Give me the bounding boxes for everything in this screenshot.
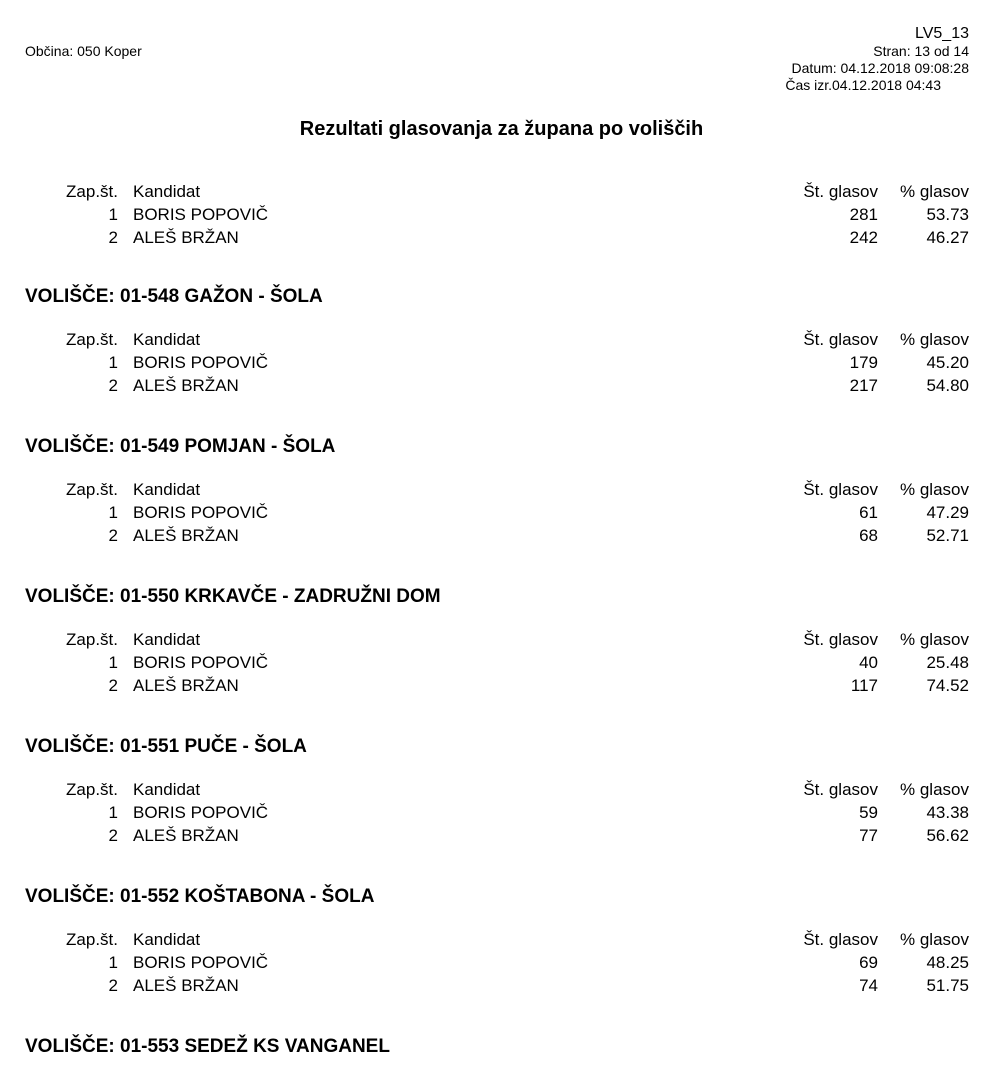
vote-count: 117 [850, 676, 878, 695]
row-number: 1 [108, 353, 118, 372]
column-header-candidate: Kandidat [133, 630, 201, 649]
page-title: Rezultati glasovanja za župana po voliščih [299, 118, 704, 140]
table-row [0, 524, 1003, 547]
polling-station-title: VOLIŠČE: 01-553 SEDEŽ KS VANGANEL [25, 1036, 390, 1057]
table-header-row [0, 628, 1003, 651]
table-row [0, 974, 1003, 997]
table-row [0, 801, 1003, 824]
calc-time: Čas izr.04.12.2018 04:43 [785, 77, 941, 93]
polling-station-title: VOLIŠČE: 01-549 POMJAN - ŠOLA [25, 436, 336, 457]
municipality-label: Občina: 050 Koper [25, 43, 142, 59]
table-header-row [0, 180, 1003, 203]
table-row [0, 374, 1003, 397]
column-header-percent: % glasov [900, 630, 969, 649]
candidate-name: ALEŠ BRŽAN [133, 826, 239, 845]
candidate-name: BORIS POPOVIČ [133, 653, 269, 672]
vote-percent: 45.20 [926, 353, 969, 372]
column-header-num: Zap.št. [66, 930, 118, 949]
row-number: 2 [108, 376, 118, 395]
vote-percent: 74.52 [926, 676, 969, 695]
table-header-row [0, 328, 1003, 351]
table-row [0, 203, 1003, 226]
vote-percent: 54.80 [926, 376, 969, 395]
vote-percent: 53.73 [926, 205, 969, 224]
vote-count: 68 [859, 526, 878, 545]
report-meta [785, 24, 969, 94]
column-header-candidate: Kandidat [133, 330, 201, 349]
column-header-num: Zap.št. [66, 780, 118, 799]
page-indicator: Stran: 13 od 14 [873, 43, 969, 59]
row-number: 2 [108, 676, 118, 695]
candidate-name: ALEŠ BRŽAN [133, 976, 239, 995]
column-header-percent: % glasov [900, 480, 969, 499]
row-number: 1 [108, 503, 118, 522]
vote-count: 179 [849, 353, 878, 372]
row-number: 2 [108, 526, 118, 545]
row-number: 1 [108, 803, 118, 822]
column-header-percent: % glasov [900, 182, 969, 201]
vote-percent: 25.48 [926, 653, 969, 672]
column-header-candidate: Kandidat [133, 930, 201, 949]
vote-count: 40 [859, 653, 878, 672]
column-header-candidate: Kandidat [133, 480, 201, 499]
table-header-row [0, 928, 1003, 951]
row-number: 2 [108, 976, 118, 995]
candidate-name: BORIS POPOVIČ [133, 503, 269, 522]
table-header-row [0, 478, 1003, 501]
row-number: 2 [108, 228, 118, 247]
polling-station-title: VOLIŠČE: 01-552 KOŠTABONA - ŠOLA [25, 886, 375, 907]
polling-station-title: VOLIŠČE: 01-551 PUČE - ŠOLA [25, 736, 307, 757]
column-header-percent: % glasov [900, 930, 969, 949]
table-row [0, 226, 1003, 249]
vote-count: 217 [849, 376, 878, 395]
vote-count: 74 [859, 976, 878, 995]
candidate-name: BORIS POPOVIČ [133, 205, 269, 224]
vote-percent: 47.29 [926, 503, 969, 522]
column-header-num: Zap.št. [66, 182, 118, 201]
candidate-name: BORIS POPOVIČ [133, 803, 269, 822]
vote-percent: 51.75 [926, 976, 969, 995]
column-header-num: Zap.št. [66, 330, 118, 349]
table-row [0, 674, 1003, 697]
report-code: LV5_13 [915, 25, 969, 42]
column-header-num: Zap.št. [66, 630, 118, 649]
vote-percent: 43.38 [926, 803, 969, 822]
results-table [0, 328, 1003, 397]
vote-percent: 52.71 [926, 526, 969, 545]
vote-percent: 56.62 [926, 826, 969, 845]
polling-station-title: VOLIŠČE: 01-548 GAŽON - ŠOLA [25, 286, 323, 307]
results-table [0, 928, 1003, 997]
column-header-votes: Št. glasov [803, 780, 878, 799]
vote-count: 61 [859, 503, 878, 522]
candidate-name: ALEŠ BRŽAN [133, 676, 239, 695]
vote-percent: 48.25 [926, 953, 969, 972]
candidate-name: BORIS POPOVIČ [133, 353, 269, 372]
results-table [0, 180, 1003, 249]
table-header-row [0, 778, 1003, 801]
vote-percent: 46.27 [926, 228, 969, 247]
row-number: 1 [108, 653, 118, 672]
candidate-name: ALEŠ BRŽAN [133, 228, 239, 247]
report-date: Datum: 04.12.2018 09:08:28 [791, 60, 969, 76]
candidate-name: ALEŠ BRŽAN [133, 526, 239, 545]
row-number: 2 [108, 826, 118, 845]
column-header-candidate: Kandidat [133, 780, 201, 799]
table-row [0, 951, 1003, 974]
results-table [0, 478, 1003, 547]
table-row [0, 651, 1003, 674]
column-header-num: Zap.št. [66, 480, 118, 499]
vote-count: 77 [859, 826, 878, 845]
candidate-name: BORIS POPOVIČ [133, 953, 269, 972]
row-number: 1 [108, 205, 118, 224]
column-header-percent: % glasov [900, 330, 969, 349]
vote-count: 59 [859, 803, 878, 822]
vote-count: 69 [859, 953, 878, 972]
table-row [0, 351, 1003, 374]
row-number: 1 [108, 953, 118, 972]
table-row [0, 501, 1003, 524]
results-table [0, 628, 1003, 697]
column-header-votes: Št. glasov [803, 330, 878, 349]
column-header-candidate: Kandidat [133, 182, 201, 201]
table-row [0, 824, 1003, 847]
results-table [0, 778, 1003, 847]
vote-count: 281 [849, 205, 878, 224]
column-header-votes: Št. glasov [803, 480, 878, 499]
candidate-name: ALEŠ BRŽAN [133, 376, 239, 395]
column-header-votes: Št. glasov [803, 182, 878, 201]
column-header-votes: Št. glasov [803, 930, 878, 949]
column-header-votes: Št. glasov [803, 630, 878, 649]
vote-count: 242 [849, 228, 878, 247]
column-header-percent: % glasov [900, 780, 969, 799]
polling-station-title: VOLIŠČE: 01-550 KRKAVČE - ZADRUŽNI DOM [25, 586, 441, 607]
